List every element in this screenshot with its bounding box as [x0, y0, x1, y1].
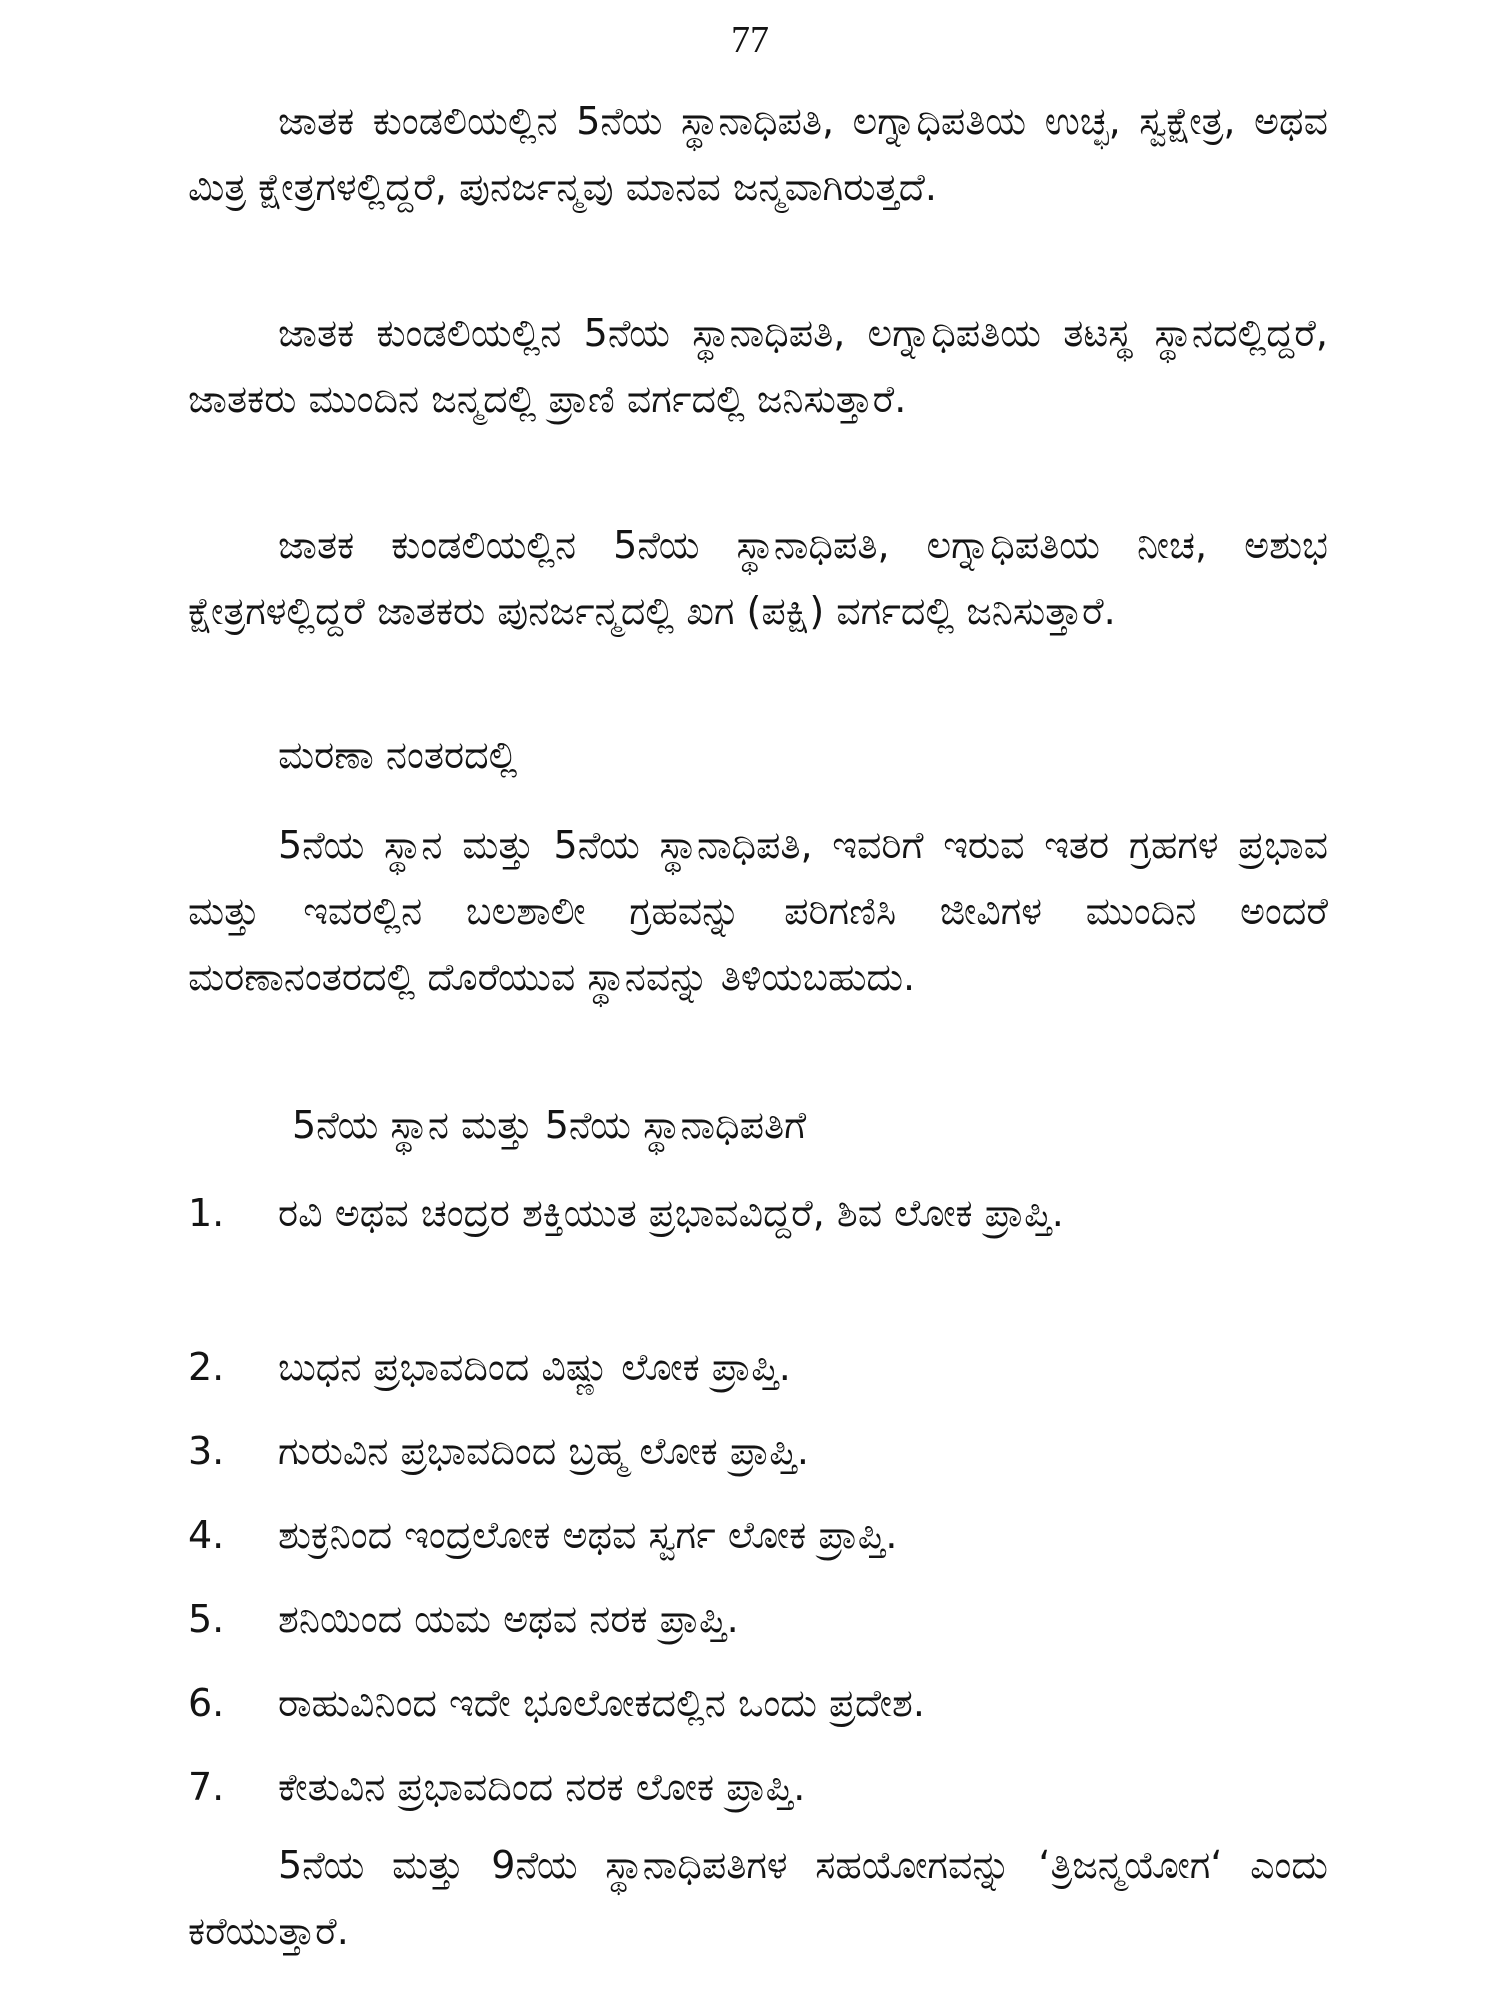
section-heading-after-death: ಮರಣಾ ನಂತರದಲ್ಲಿ	[278, 733, 518, 777]
list-item-number: 6.	[188, 1681, 225, 1725]
list-item-text: ಶುಕ್ರನಿಂದ ಇಂದ್ರಲೋಕ ಅಥವ ಸ್ವರ್ಗ ಲೋಕ ಪ್ರಾಪ್ತಿ.	[278, 1513, 898, 1557]
list-item	[188, 1586, 1328, 1652]
list-item	[188, 1754, 1328, 1820]
section-heading-fifth-house: 5ನೆಯ ಸ್ಥಾನ ಮತ್ತು 5ನೆಯ ಸ್ಥಾನಾಧಿಪತಿಗೆ	[292, 1103, 807, 1147]
list-item-text: ರಾಹುವಿನಿಂದ ಇದೇ ಭೂಲೋಕದಲ್ಲಿನ ಒಂದು ಪ್ರದೇಶ.	[278, 1681, 925, 1725]
list-item-number: 4.	[188, 1513, 225, 1557]
list-item	[188, 1180, 1328, 1246]
list-item	[188, 1418, 1328, 1484]
list-item-number: 7.	[188, 1765, 225, 1809]
list-item-number: 1.	[188, 1191, 225, 1235]
paragraph-final: 5ನೆಯ ಮತ್ತು 9ನೆಯ ಸ್ಥಾನಾಧಿಪತಿಗಳ ಸಹಯೋಗವನ್ನು ‘ತ್ರಿಜನ್ಮಯೋಗ‘ ಎಂದು ಕರೆಯುತ್ತಾರೆ.	[188, 1843, 1328, 1953]
list-item-text: ಶನಿಯಿಂದ ಯಮ ಅಥವ ನರಕ ಪ್ರಾಪ್ತಿ.	[278, 1597, 739, 1641]
list-item-number: 5.	[188, 1597, 225, 1641]
page-number: 77	[731, 19, 769, 61]
list-item-text: ಕೇತುವಿನ ಪ್ರಭಾವದಿಂದ ನರಕ ಲೋಕ ಪ್ರಾಪ್ತಿ.	[278, 1765, 806, 1809]
list-item	[188, 1502, 1328, 1568]
list-item-text: ಬುಧನ ಪ್ರಭಾವದಿಂದ ವಿಷ್ಣು ಲೋಕ ಪ್ರಾಪ್ತಿ.	[278, 1345, 791, 1389]
list-item-text: ರವಿ ಅಥವ ಚಂದ್ರರ ಶಕ್ತಿಯುತ ಪ್ರಭಾವವಿದ್ದರೆ, ಶಿವ ಲೋಕ ಪ್ರಾಪ್ತಿ.	[278, 1191, 1064, 1235]
paragraph-4: 5ನೆಯ ಸ್ಥಾನ ಮತ್ತು 5ನೆಯ ಸ್ಥಾನಾಧಿಪತಿ, ಇವರಿಗೆ ಇರುವ ಇತರ ಗ್ರಹಗಳ ಪ್ರಭಾವ ಮತ್ತು ಇವರಲ್ಲಿನ ಬಲಶಾಲೀ ಗ್ರಹವನ್ನು ಪರಿಗಣಿಸಿ ಜೀವಿಗಳ ಮುಂದಿನ ಅಂದರೆ ಮರಣಾನಂತರದಲ್ಲಿ ದೊರೆಯುವ ಸ್ಥಾನವನ್ನು ತಿಳಿಯಬಹುದು.	[188, 823, 1328, 999]
list-item	[188, 1334, 1328, 1400]
list-item-text: ಗುರುವಿನ ಪ್ರಭಾವದಿಂದ ಬ್ರಹ್ಮ ಲೋಕ ಪ್ರಾಪ್ತಿ.	[278, 1429, 809, 1473]
paragraph-2: ಜಾತಕ ಕುಂಡಲಿಯಲ್ಲಿನ 5ನೆಯ ಸ್ಥಾನಾಧಿಪತಿ, ಲಗ್ನಾಧಿಪತಿಯ ತಟಸ್ಥ ಸ್ಥಾನದಲ್ಲಿದ್ದರೆ, ಜಾತಕರು ಮುಂದಿನ ಜನ್ಮದಲ್ಲಿ ಪ್ರಾಣಿ ವರ್ಗದಲ್ಲಿ ಜನಿಸುತ್ತಾರೆ.	[188, 311, 1328, 421]
list-item	[188, 1670, 1328, 1736]
paragraph-3: ಜಾತಕ ಕುಂಡಲಿಯಲ್ಲಿನ 5ನೆಯ ಸ್ಥಾನಾಧಿಪತಿ, ಲಗ್ನಾಧಿಪತಿಯ ನೀಚ, ಅಶುಭ ಕ್ಷೇತ್ರಗಳಲ್ಲಿದ್ದರೆ ಜಾತಕರು ಪುನರ್ಜನ್ಮದಲ್ಲಿ ಖಗ (ಪಕ್ಷಿ) ವರ್ಗದಲ್ಲಿ ಜನಿಸುತ್ತಾರೆ.	[188, 523, 1328, 633]
list-item-number: 3.	[188, 1429, 225, 1473]
paragraph-1: ಜಾತಕ ಕುಂಡಲಿಯಲ್ಲಿನ 5ನೆಯ ಸ್ಥಾನಾಧಿಪತಿ, ಲಗ್ನಾಧಿಪತಿಯ ಉಚ್ಛ, ಸ್ವಕ್ಷೇತ್ರ, ಅಥವ ಮಿತ್ರ ಕ್ಷೇತ್ರಗಳಲ್ಲಿದ್ದರೆ, ಪುನರ್ಜನ್ಮವು ಮಾನವ ಜನ್ಮವಾಗಿರುತ್ತದೆ.	[188, 99, 1328, 209]
list-item-number: 2.	[188, 1345, 225, 1389]
